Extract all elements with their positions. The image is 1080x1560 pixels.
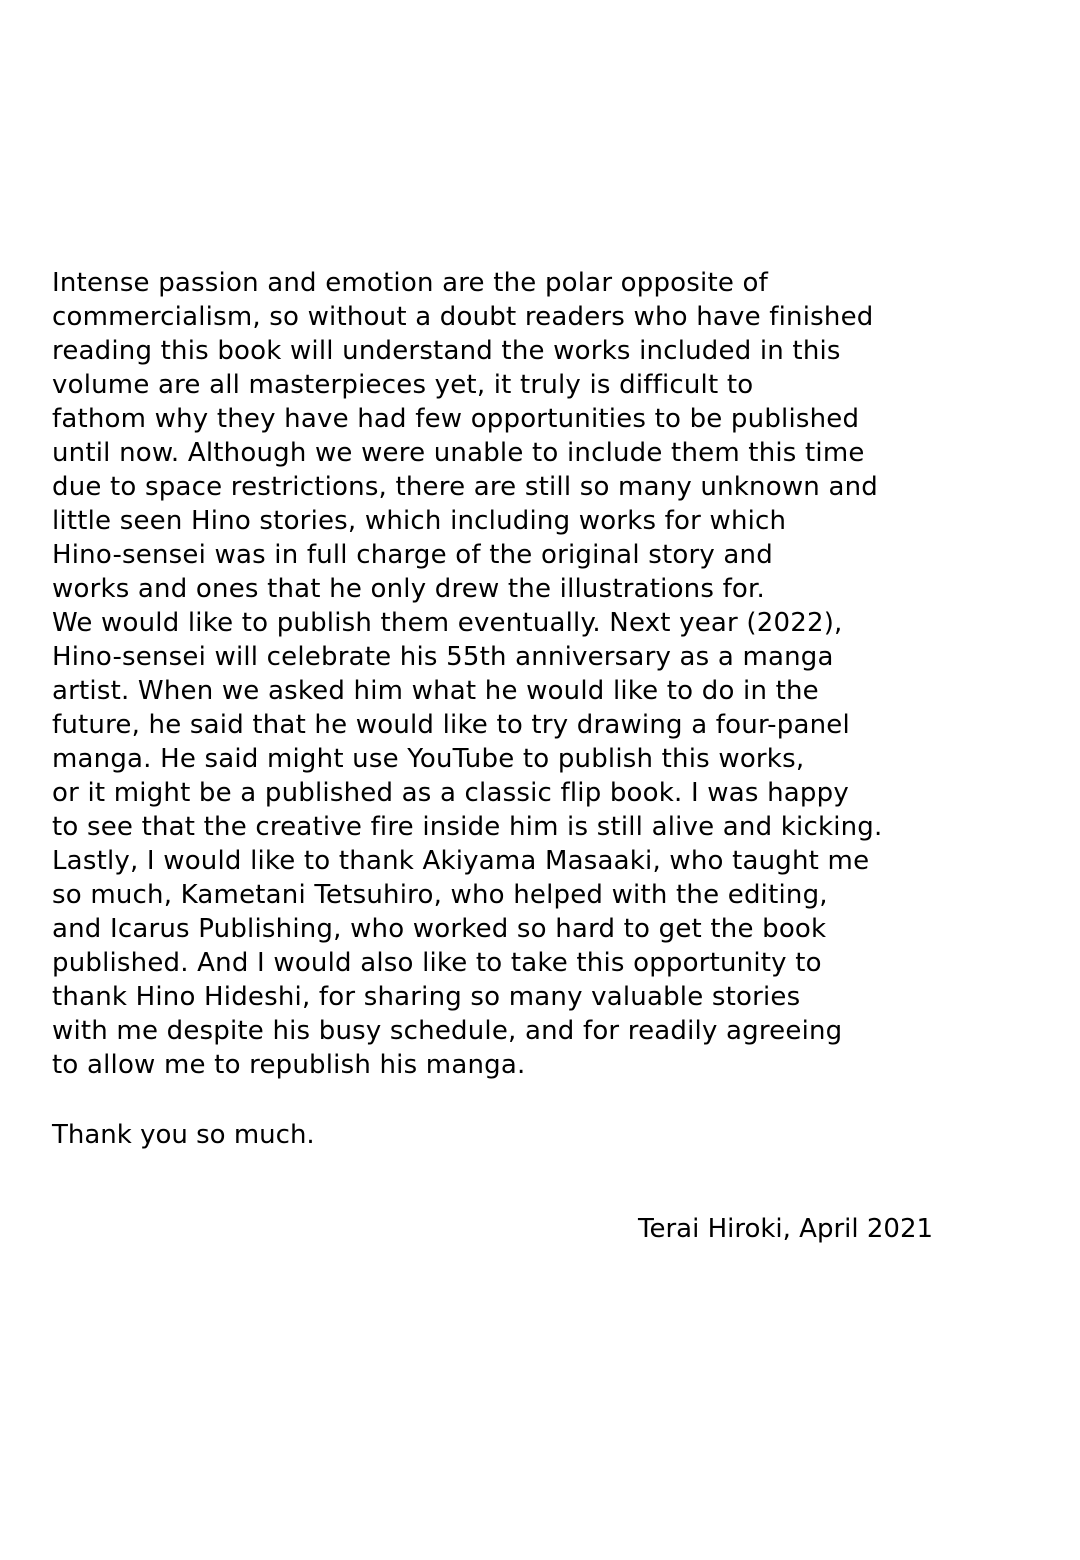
afterword-line: so much, Kametani Tetsuhiro, who helped with the editing,	[52, 880, 828, 910]
afterword-line: Hino-sensei will celebrate his 55th anniversary as a manga	[52, 642, 834, 672]
signature-line: Terai Hiroki, April 2021	[638, 1214, 934, 1244]
afterword-line: fathom why they have had few opportunities to be published	[52, 404, 860, 434]
afterword-line: manga. He said might use YouTube to publish this works,	[52, 744, 805, 774]
afterword-line: artist. When we asked him what he would like to do in the	[52, 676, 819, 706]
afterword-line: and Icarus Publishing, who worked so hard to get the book	[52, 914, 827, 944]
afterword-line: to see that the creative fire inside him is still alive and kicking.	[52, 812, 883, 842]
afterword-line: published. And I would also like to take this opportunity to	[52, 948, 822, 978]
afterword-line: Hino-sensei was in full charge of the original story and	[52, 540, 773, 570]
afterword-line: Lastly, I would like to thank Akiyama Masaaki, who taught me	[52, 846, 870, 876]
afterword-line: to allow me to republish his manga.	[52, 1050, 526, 1080]
afterword-line: thank Hino Hideshi, for sharing so many valuable stories	[52, 982, 801, 1012]
afterword-line: volume are all masterpieces yet, it truly is difficult to	[52, 370, 754, 400]
afterword-line: works and ones that he only drew the illustrations for.	[52, 574, 765, 604]
afterword-line: little seen Hino stories, which including works for which	[52, 506, 787, 536]
afterword-body	[52, 266, 1062, 1082]
afterword-line: reading this book will understand the works included in this	[52, 336, 841, 366]
afterword-line: until now. Although we were unable to include them this time	[52, 438, 865, 468]
afterword-line: with me despite his busy schedule, and for readily agreeing	[52, 1016, 843, 1046]
afterword-line: Intense passion and emotion are the polar opposite of	[52, 268, 768, 298]
afterword-line: commercialism, so without a doubt readers who have finished	[52, 302, 874, 332]
closing-line: Thank you so much.	[52, 1120, 315, 1150]
afterword-line: We would like to publish them eventually. Next year (2022),	[52, 608, 843, 638]
afterword-line: future, he said that he would like to try drawing a four-panel	[52, 710, 850, 740]
afterword-line: due to space restrictions, there are still so many unknown and	[52, 472, 878, 502]
afterword-line: or it might be a published as a classic flip book. I was happy	[52, 778, 849, 808]
